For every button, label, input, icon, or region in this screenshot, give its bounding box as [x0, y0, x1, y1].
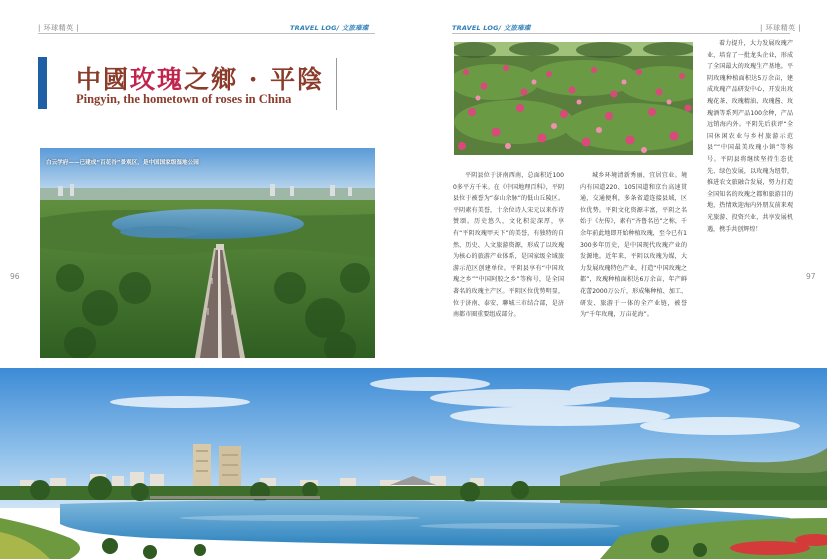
page-number-left: 96: [10, 272, 20, 281]
page-title: [76, 60, 324, 96]
photo-caption: 白云学府——已建成“百花谷”景观区，是中国国家级湿地公园: [46, 160, 199, 166]
page-number-right: 97: [806, 272, 816, 281]
title-accent-bar: [38, 57, 47, 109]
lake-panorama-photo: [0, 368, 827, 559]
left-section-label: | 环球精英 |: [38, 24, 80, 32]
right-travel-log-label: TRAVEL LOG/ 文旅璀璨: [452, 24, 531, 32]
right-header-rule: [452, 33, 790, 34]
left-header-rule: [38, 33, 375, 34]
aerial-road-photo: [40, 148, 375, 358]
body-column-3: 着力提升，大力发展玫瑰产业，培育了一批龙头企业，形成了全国最大的玫瑰生产基地。平阴玫瑰种植面积达5万余亩，建成玫瑰产品研发中心，开发出玫瑰花茶、玫瑰精油、玫瑰酱、玫瑰酒等系列产品100余种，产品远销海内外。平阴先后获评“全国休闲农业与乡村旅游示范县”“中国最美玫瑰小镇”等称号。平阴县将继续坚持生态优先、绿色发展，以玫瑰为纽带，推进农文旅融合发展，努力打造全国知名的玫瑰之都和旅游目的地，热情欢迎海内外朋友前来观光旅游、投资兴业，共享发展机遇，携手共创辉煌！: [707, 40, 793, 233]
title-part-rose: 玫瑰: [130, 65, 185, 94]
title-part-hometown: 之鄉 · 平陰: [184, 65, 325, 94]
body-column-1: 平阴县位于济南西南，总面积近1000多平方千米。在《中国地理百科》，平阴县位于被誉为“泰山余脉”的低山丘陵区。平阴素有美誉，十余位诗人宋元以来作诗赞颂。历史悠久，文化积淀深厚，享有“平阴玫瑰甲天下”的美誉，有独特的自然、历史、人文旅游资源，形成了以玫瑰为核心的旅游产业体系，是国家级全域旅游示范区创建单位。平阴县享有“中国玫瑰之乡”“中国阿胶之乡”等称号，是全国著名的玫瑰主产区。平阴区位优势明显，位于济南、泰安、聊城三市结合部，是济南都市圈重要组成部分。: [453, 172, 564, 319]
page-subtitle-english: Pingyin, the hometown of roses in China: [76, 92, 292, 106]
title-part-china: 中國: [76, 65, 131, 94]
left-travel-log-label: TRAVEL LOG/ 文旅璀璨: [290, 24, 369, 32]
title-divider-line: [336, 58, 337, 110]
body-column-2: 城乡环境清新秀丽，宜居宜业。境内有国道220、105国道和京台高速贯通，交通便利，多条省道连接县域，区位优势。平阴文化资源丰富，平阴之名始于《左传》，素有“齐鲁名邑”之称，千余年前此地即开始种植玫瑰，至今已有1300多年历史，是中国现代玫瑰产业的发源地。近年来，平阴以玫瑰为媒，大力发展玫瑰特色产业，打造“中国玫瑰之都”，玫瑰种植面积达6万余亩，年产鲜花蕾2000万公斤，形成集种植、加工、研发、旅游于一体的全产业链，被誉为“千年玫瑰，万亩花海”。: [580, 172, 687, 319]
rose-field-photo: [454, 42, 693, 155]
right-section-label: | 环球精英 |: [760, 24, 802, 32]
